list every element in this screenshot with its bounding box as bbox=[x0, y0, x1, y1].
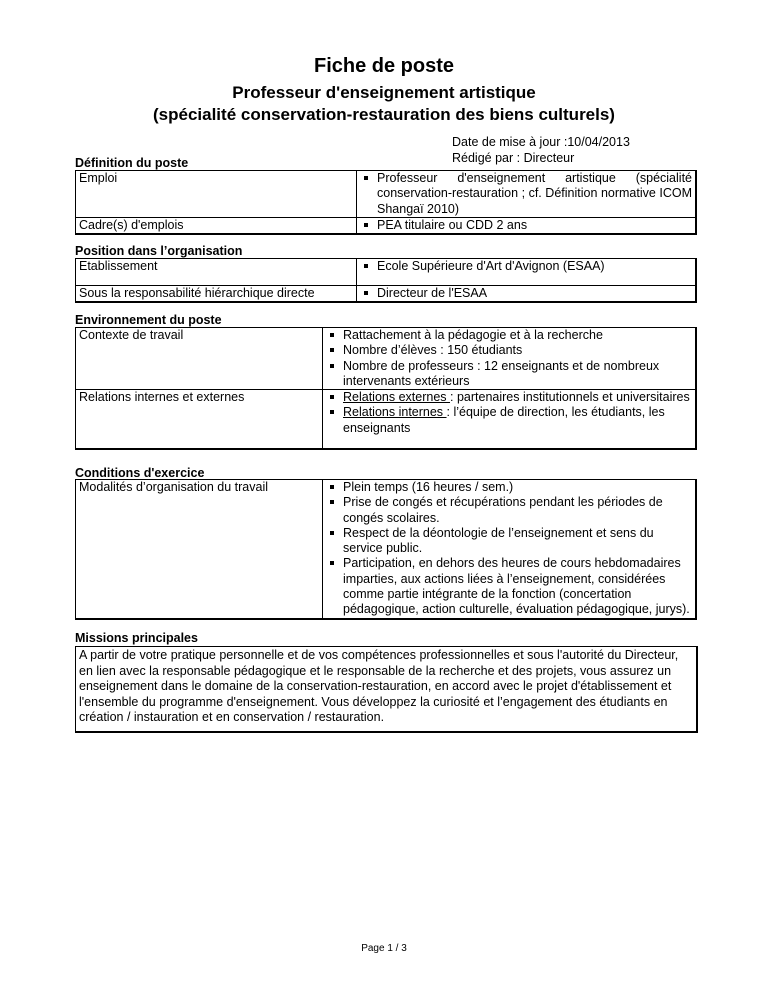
update-date: Date de mise à jour :10/04/2013 bbox=[452, 135, 630, 149]
list-item: Rattachement à la pédagogie et à la recherche bbox=[343, 328, 692, 343]
missions-text: A partir de votre pratique personnelle et de vos compétences professionnelles et sous l'autorité du Directeur, en lien avec la responsable pédagogique et le responsable de la recherche et des projets, vous assurez un enseignement dans le domaine de la conservation-restauration, en accord avec le projet d'établissement et l'ensemble du programme d'enseignement. Vous développez la curiosité et l’engagement des étudiants en création / instauration et en conservation / restauration. bbox=[75, 646, 698, 733]
list-item: Ecole Supérieure d'Art d'Avignon (ESAA) bbox=[377, 259, 692, 274]
row-label: Etablissement bbox=[76, 259, 357, 286]
subtitle: Professeur d'enseignement artistique bbox=[232, 83, 536, 102]
external-relations-label: Relations externes bbox=[343, 390, 451, 405]
internal-relations-label: Relations internes bbox=[343, 405, 447, 420]
section-heading: Définition du poste bbox=[75, 156, 189, 170]
list-item: Participation, en dehors des heures de cours hebdomadaires imparties, aux actions liées à l’enseignement, considérées comme partie intégrante de la fonction (concertation pédagogique, action culturelle, évaluation pédagogique, jurys). bbox=[343, 556, 692, 617]
list-item: Directeur de l'ESAA bbox=[377, 286, 692, 301]
section-heading: Conditions d'exercice bbox=[75, 466, 205, 480]
list-item: Respect de la déontologie de l’enseignement et sens du service public. bbox=[343, 526, 692, 557]
row-label: Modalités d’organisation du travail bbox=[76, 480, 323, 619]
section-heading: Environnement du poste bbox=[75, 313, 222, 327]
list-item bbox=[343, 390, 692, 405]
row-label: Contexte de travail bbox=[76, 328, 323, 390]
list-item: Nombre de professeurs : 12 enseignants et de nombreux intervenants extérieurs bbox=[343, 359, 692, 390]
row-label: Relations internes et externes bbox=[76, 390, 323, 449]
author: Rédigé par : Directeur bbox=[452, 151, 575, 165]
list-item: Nombre d’élèves : 150 étudiants bbox=[343, 343, 692, 358]
external-relations-text: : partenaires institutionnels et universitaires bbox=[450, 390, 690, 405]
position-table bbox=[75, 258, 697, 303]
row-label: Emploi bbox=[76, 171, 357, 218]
row-label: Sous la responsabilité hiérarchique directe bbox=[76, 286, 357, 303]
list-item: PEA titulaire ou CDD 2 ans bbox=[377, 218, 692, 233]
section-heading: Missions principales bbox=[75, 631, 198, 645]
list-item: Professeur d'enseignement artistique (spécialité conservation-restauration ; cf. Définition normative ICOM Shangaï 2010) bbox=[377, 171, 692, 216]
subtitle-specialty: (spécialité conservation-restauration des biens culturels) bbox=[153, 105, 615, 124]
section-heading: Position dans l’organisation bbox=[75, 244, 243, 258]
list-item: Prise de congés et récupérations pendant les périodes de congés scolaires. bbox=[343, 495, 692, 526]
definition-table bbox=[75, 170, 697, 235]
page-number: Page 1 / 3 bbox=[361, 943, 407, 954]
conditions-table bbox=[75, 479, 697, 620]
internal-relations-text: : l’équipe de direction, les étudiants, les enseignants bbox=[343, 405, 665, 435]
list-item bbox=[343, 405, 692, 436]
document-title: Fiche de poste bbox=[313, 55, 455, 77]
environment-table bbox=[75, 327, 697, 450]
list-item: Plein temps (16 heures / sem.) bbox=[343, 480, 692, 495]
row-label: Cadre(s) d'emplois bbox=[76, 217, 357, 234]
